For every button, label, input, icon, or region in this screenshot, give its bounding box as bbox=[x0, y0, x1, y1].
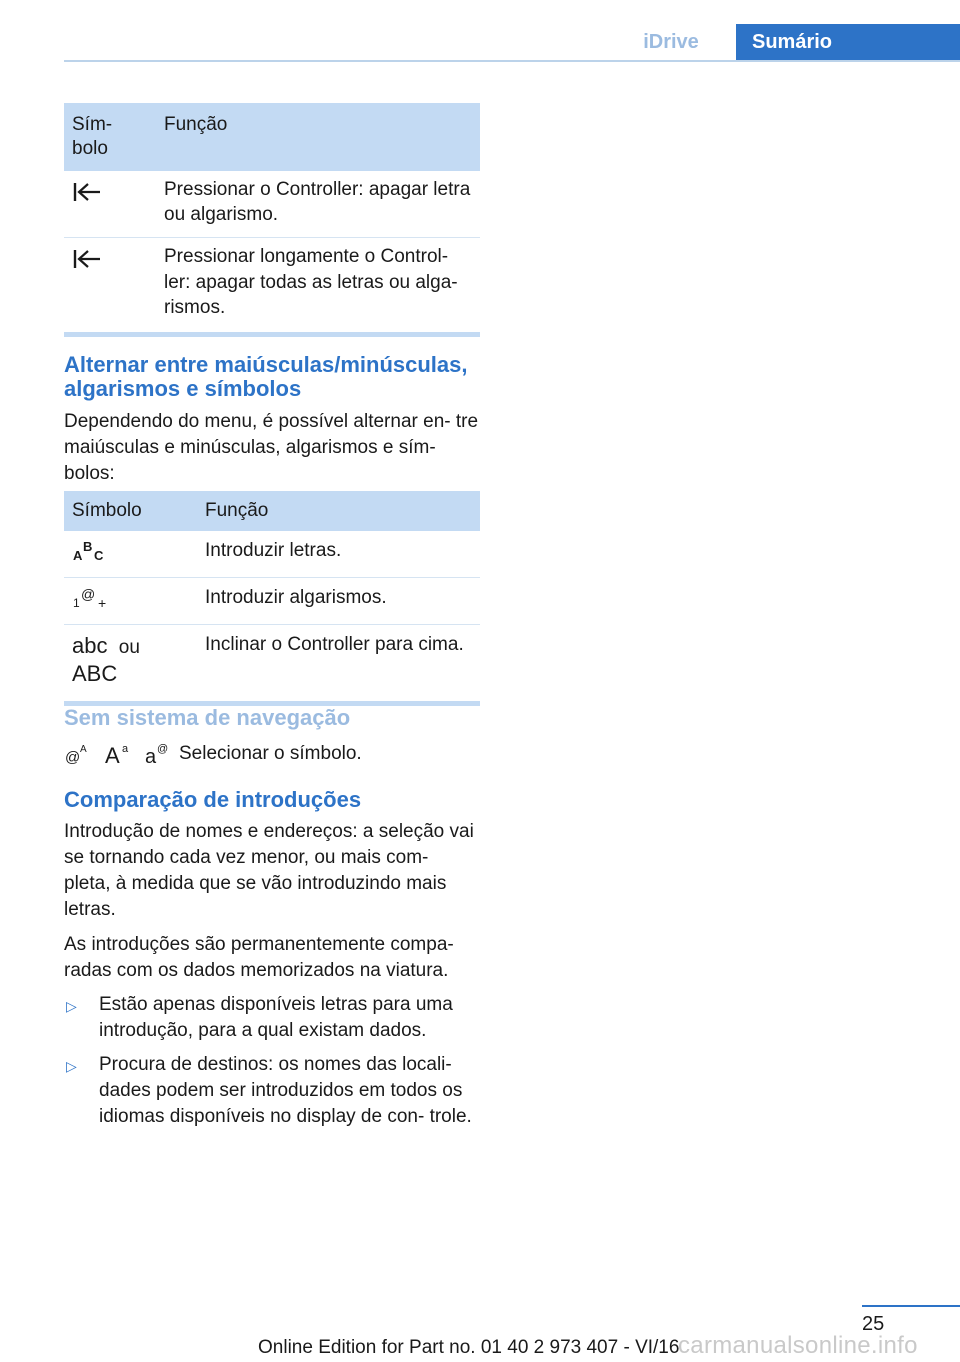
symbol-cell bbox=[64, 171, 156, 238]
list-item-text: Procura de destinos: os nomes das locali‐ dades podem ser introduzidos em todos os idiomas disponíveis no display de con‐ trole. bbox=[99, 1054, 472, 1127]
abc-letters-icon bbox=[72, 539, 108, 563]
or-label: ou bbox=[118, 637, 140, 658]
column-header-function: Função bbox=[197, 491, 480, 531]
section-link-idrive[interactable]: iDrive bbox=[643, 31, 699, 53]
section-paragraph: Dependendo do menu, é possível alternar en‐ tre maiúsculas e minúsculas, algarismos e sím‐ bolos: bbox=[64, 411, 479, 484]
backspace-arrow-icon bbox=[72, 248, 102, 270]
table-bottom-bar bbox=[64, 332, 480, 337]
table-header-row bbox=[64, 103, 480, 171]
table-row bbox=[64, 578, 480, 625]
symbol-cell bbox=[64, 578, 197, 625]
edition-note: Online Edition for Part no. 01 40 2 973 407 - VI/16 bbox=[258, 1337, 680, 1358]
column-header-function: Função bbox=[156, 103, 480, 171]
delete-symbols-table bbox=[64, 103, 480, 337]
svg-text:1: 1 bbox=[73, 596, 80, 610]
watermark: carmanualsonline.info bbox=[678, 1332, 918, 1359]
function-cell: Introduzir algarismos. bbox=[197, 578, 480, 625]
svg-text:@: @ bbox=[81, 586, 96, 602]
page-header bbox=[0, 24, 960, 62]
table-header-row bbox=[64, 491, 480, 531]
list-item-text: Estão apenas disponíveis letras para uma introdução, para a qual existam dados. bbox=[99, 994, 453, 1041]
backspace-arrow-icon bbox=[72, 181, 102, 203]
function-cell: Introduzir letras. bbox=[197, 531, 480, 578]
function-cell: Pressionar o Controller: apagar letra ou algarismo. bbox=[156, 171, 480, 238]
section-heading: Comparação de introduções bbox=[64, 787, 362, 812]
symbol-cell bbox=[64, 238, 156, 329]
svg-text:+: + bbox=[98, 595, 107, 610]
function-cell: Inclinar o Controller para cima. bbox=[205, 634, 464, 655]
svg-text:A: A bbox=[105, 743, 120, 767]
input-mode-table bbox=[64, 491, 480, 706]
no-navigation-section bbox=[64, 706, 480, 769]
symbol-cell bbox=[64, 625, 197, 698]
svg-text:@: @ bbox=[157, 743, 169, 755]
section-heading: Sem sistema de navegação bbox=[64, 705, 351, 730]
table-row bbox=[64, 531, 480, 578]
svg-text:a: a bbox=[122, 743, 129, 755]
svg-text:C: C bbox=[94, 548, 104, 563]
header-rule bbox=[64, 60, 960, 62]
svg-text:A: A bbox=[80, 744, 87, 755]
uppercase-abc: ABC bbox=[72, 661, 118, 686]
symbol-row bbox=[64, 739, 480, 769]
list-item bbox=[64, 992, 480, 1044]
function-cell: Pressionar longamente o Control‐ ler: apagar todas as letras ou alga‐ rismos. bbox=[164, 246, 458, 318]
lowercase-abc: abc bbox=[72, 633, 108, 658]
at-letter-icon bbox=[64, 741, 96, 767]
table-row bbox=[64, 625, 480, 698]
section-heading: Alternar entre maiúsculas/minúsculas, algarismos e símbolos bbox=[64, 352, 468, 401]
section-paragraph: Introdução de nomes e endereços: a seleção vai se tornando cada vez menor, ou mais com‐ pleta, à medida que se vão introduzindo mais letras. bbox=[64, 821, 474, 920]
comparison-section bbox=[64, 788, 480, 1130]
column-header-symbol: Símbolo bbox=[64, 491, 197, 531]
symbol-description: Selecionar o símbolo. bbox=[179, 743, 362, 764]
triangle-bullet-icon: ▷ bbox=[66, 998, 77, 1014]
section-paragraph: As introduções são permanentemente compa‐ radas com os dados memorizados na viatura. bbox=[64, 934, 454, 981]
contents-tab[interactable]: Sumário bbox=[736, 24, 960, 61]
svg-text:@: @ bbox=[65, 749, 81, 766]
digits-symbols-icon bbox=[72, 586, 112, 610]
lower-upper-case-icon bbox=[72, 633, 189, 687]
page-number: 25 bbox=[862, 1313, 885, 1335]
table-row bbox=[64, 238, 480, 329]
triangle-bullet-icon: ▷ bbox=[66, 1058, 77, 1074]
symbol-cell bbox=[64, 531, 197, 578]
letter-at-icon bbox=[144, 741, 176, 767]
case-switch-section bbox=[64, 353, 480, 487]
svg-text:a: a bbox=[145, 746, 157, 767]
column-header-symbol: Sím- bolo bbox=[64, 103, 156, 171]
table-row bbox=[64, 171, 480, 238]
list-item bbox=[64, 1052, 480, 1130]
footer-rule bbox=[862, 1305, 960, 1307]
svg-text:B: B bbox=[83, 539, 93, 554]
letter-case-icon bbox=[104, 741, 136, 767]
svg-text:A: A bbox=[73, 548, 83, 563]
